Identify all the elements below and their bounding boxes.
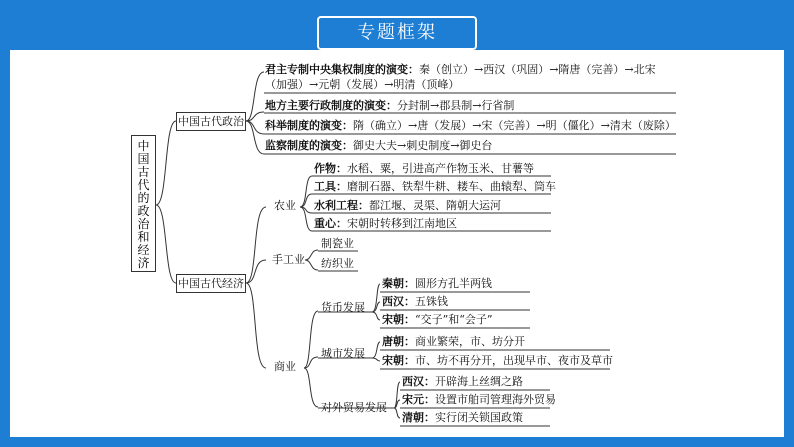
- agriculture-item-text: 水稻、粟，引进高产作物玉米、甘薯等: [347, 162, 534, 175]
- handicraft-item: 制瓷业: [321, 237, 354, 250]
- politics-item-1: [265, 63, 656, 77]
- politics-item-1-cont: （加强）→元朝（发展）→明清（顶峰）: [265, 78, 460, 91]
- handicraft-label: 手工业: [272, 253, 305, 266]
- agriculture-item-key: 重心：: [314, 217, 347, 230]
- connector-politics: [246, 121, 264, 134]
- agriculture-item-key: 水利工程：: [314, 199, 369, 212]
- foreign-item-text: 开辟海上丝绸之路: [435, 375, 523, 388]
- foreign-item-3: [402, 411, 523, 425]
- politics-item-key: 监察制度的演变：: [265, 139, 353, 152]
- foreign-item-1: [402, 375, 523, 389]
- agriculture-item-text: 磨制石器、铁犁牛耕、耧车、曲辕犁、筒车: [347, 180, 556, 193]
- city-item-1: [382, 335, 525, 349]
- connector-politics: [246, 72, 264, 121]
- city-item-text: 商业繁荣，市、坊分开: [415, 335, 525, 348]
- city-label: 城市发展: [321, 347, 365, 360]
- page-title: 专题框架: [317, 16, 477, 50]
- agriculture-item-key: 作物：: [314, 162, 347, 175]
- agriculture-item-key: 工具：: [314, 180, 347, 193]
- foreign-item-text: 设置市舶司管理海外贸易: [435, 393, 556, 406]
- currency-item-key: 宋朝：: [382, 313, 415, 326]
- politics-item-4: [265, 139, 492, 153]
- agriculture-item-text: 宋朝时转移到江南地区: [347, 217, 457, 230]
- root-topic: 中国古代的政治和经济: [131, 135, 156, 272]
- politics-item-key: 君主专制中央集权制度的演变：: [265, 63, 419, 76]
- city-item-key: 唐朝：: [382, 335, 415, 348]
- politics-item-text: 秦（创立）→西汉（巩固）→隋唐（完善）→北宋: [419, 63, 656, 76]
- commerce-label: 商业: [274, 360, 296, 373]
- currency-item-1: [382, 277, 492, 291]
- currency-item-key: 秦朝：: [382, 277, 415, 290]
- currency-label: 货币发展: [321, 301, 365, 314]
- connector-economy: [246, 283, 266, 368]
- foreign-item-2: [402, 393, 556, 407]
- city-item-text: 市、坊不再分开，出现早市、夜市及草市: [415, 354, 613, 367]
- currency-item-text: “交子”和“会子”: [415, 313, 493, 326]
- politics-item-key: 科举制度的演变：: [265, 119, 353, 132]
- currency-item-key: 西汉：: [382, 295, 415, 308]
- currency-item-3: [382, 313, 493, 327]
- agriculture-label: 农业: [274, 199, 296, 212]
- foreign-item-key: 西汉：: [402, 375, 435, 388]
- agriculture-item-2: [314, 180, 556, 194]
- foreign-item-text: 实行闭关锁国政策: [435, 411, 523, 424]
- politics-node: 中国古代政治: [176, 112, 246, 131]
- foreign-item-key: 清朝：: [402, 411, 435, 424]
- agriculture-item-4: [314, 217, 457, 231]
- politics-item-text: 御史大夫→刺史制度→御史台: [353, 139, 493, 152]
- connector-economy: [246, 207, 266, 283]
- foreign-item-key: 宋元：: [402, 393, 435, 406]
- politics-item-text: 隋（确立）→唐（发展）→宋（完善）→明（僵化）→清末（废除）: [353, 119, 676, 132]
- politics-item-2: [265, 99, 514, 113]
- economy-node: 中国古代经济: [176, 274, 246, 293]
- agriculture-item-1: [314, 162, 534, 176]
- politics-item-3: [265, 119, 676, 133]
- currency-item-text: 圆形方孔半两钱: [415, 277, 492, 290]
- agriculture-item-text: 都江堰、灵渠、隋朝大运河: [369, 199, 501, 212]
- city-item-key: 宋朝：: [382, 354, 415, 367]
- politics-item-text: 分封制→郡县制→行省制: [397, 99, 515, 112]
- politics-item-key: 地方主要行政制度的演变：: [265, 99, 397, 112]
- agriculture-item-3: [314, 199, 501, 213]
- currency-item-text: 五铢钱: [415, 295, 448, 308]
- handicraft-item: 纺织业: [321, 257, 354, 270]
- currency-item-2: [382, 295, 448, 309]
- city-item-2: [382, 354, 613, 368]
- connector-root: [156, 121, 176, 205]
- connector-root: [156, 205, 176, 283]
- connector-politics: [246, 121, 264, 154]
- connector-economy: [246, 260, 266, 283]
- foreign-trade-label: 对外贸易发展: [321, 401, 387, 414]
